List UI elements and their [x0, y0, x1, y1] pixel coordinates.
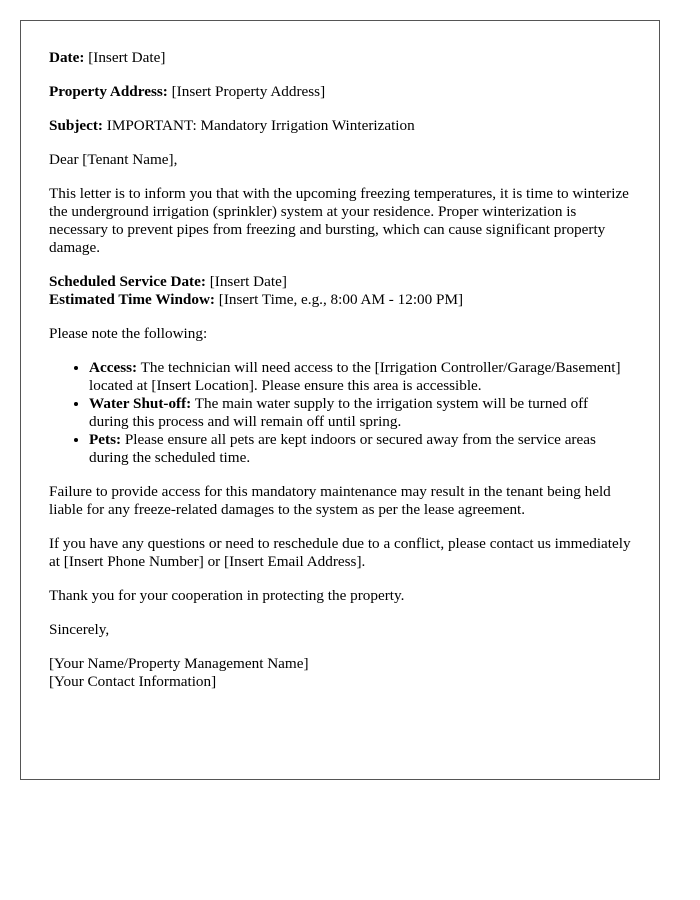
sender-contact: [Your Contact Information] [49, 673, 217, 690]
service-date-label: Scheduled Service Date: [49, 273, 206, 290]
list-item-text: Please ensure all pets are kept indoors or secured away from the service areas during the scheduled time. [89, 431, 596, 466]
contact-paragraph: If you have any questions or need to reschedule due to a conflict, please contact us immediately at [Insert Phone Number] or [Insert Email Address]. [49, 535, 631, 570]
list-item-label: Pets: [89, 431, 122, 448]
subject-label: Subject: [49, 117, 103, 134]
subject-line [49, 117, 631, 135]
date-line [49, 49, 631, 67]
address-value: [Insert Property Address] [167, 83, 326, 100]
thanks-paragraph: Thank you for your cooperation in protecting the property. [49, 587, 405, 604]
address-label: Property Address: [49, 83, 168, 100]
sender-name: [Your Name/Property Management Name] [49, 655, 309, 672]
list-item-label: Access: [89, 359, 138, 376]
time-window-line [49, 291, 631, 309]
intro-paragraph: This letter is to inform you that with the upcoming freezing temperatures, it is time to winterize the underground irrigation (sprinkler) system at your residence. Proper winterization is necessary to prevent pipes from freezing and bursting, which can cause significant property damage. [49, 185, 629, 256]
liability-paragraph: Failure to provide access for this mandatory maintenance may result in the tenant being held liable for any freeze-related damages to the system as per the lease agreement. [49, 483, 611, 518]
schedule-block [49, 273, 631, 309]
list-item-water-shutoff [89, 395, 631, 431]
salutation: Dear [Tenant Name], [49, 151, 178, 168]
time-window-value: [Insert Time, e.g., 8:00 AM - 12:00 PM] [214, 291, 464, 308]
list-item-text: The main water supply to the irrigation system will be turned off during this process and will remain off until spring. [89, 395, 588, 430]
address-line [49, 83, 631, 101]
date-label: Date: [49, 49, 85, 66]
service-date-line [49, 273, 631, 291]
notes-list [49, 359, 631, 467]
list-item-pets [89, 431, 631, 467]
list-item-access [89, 359, 631, 395]
date-value: [Insert Date] [84, 49, 166, 66]
subject-value: IMPORTANT: Mandatory Irrigation Winterization [103, 117, 415, 134]
list-item-text: The technician will need access to the [Irrigation Controller/Garage/Basement] located at [Insert Location]. Please ensure this area is accessible. [89, 359, 621, 394]
note-intro: Please note the following: [49, 325, 208, 342]
letter-page [20, 20, 660, 780]
list-item-label: Water Shut-off: [89, 395, 192, 412]
time-window-label: Estimated Time Window: [49, 291, 215, 308]
service-date-value: [Insert Date] [205, 273, 287, 290]
signature-block [49, 655, 631, 691]
signoff: Sincerely, [49, 621, 110, 638]
